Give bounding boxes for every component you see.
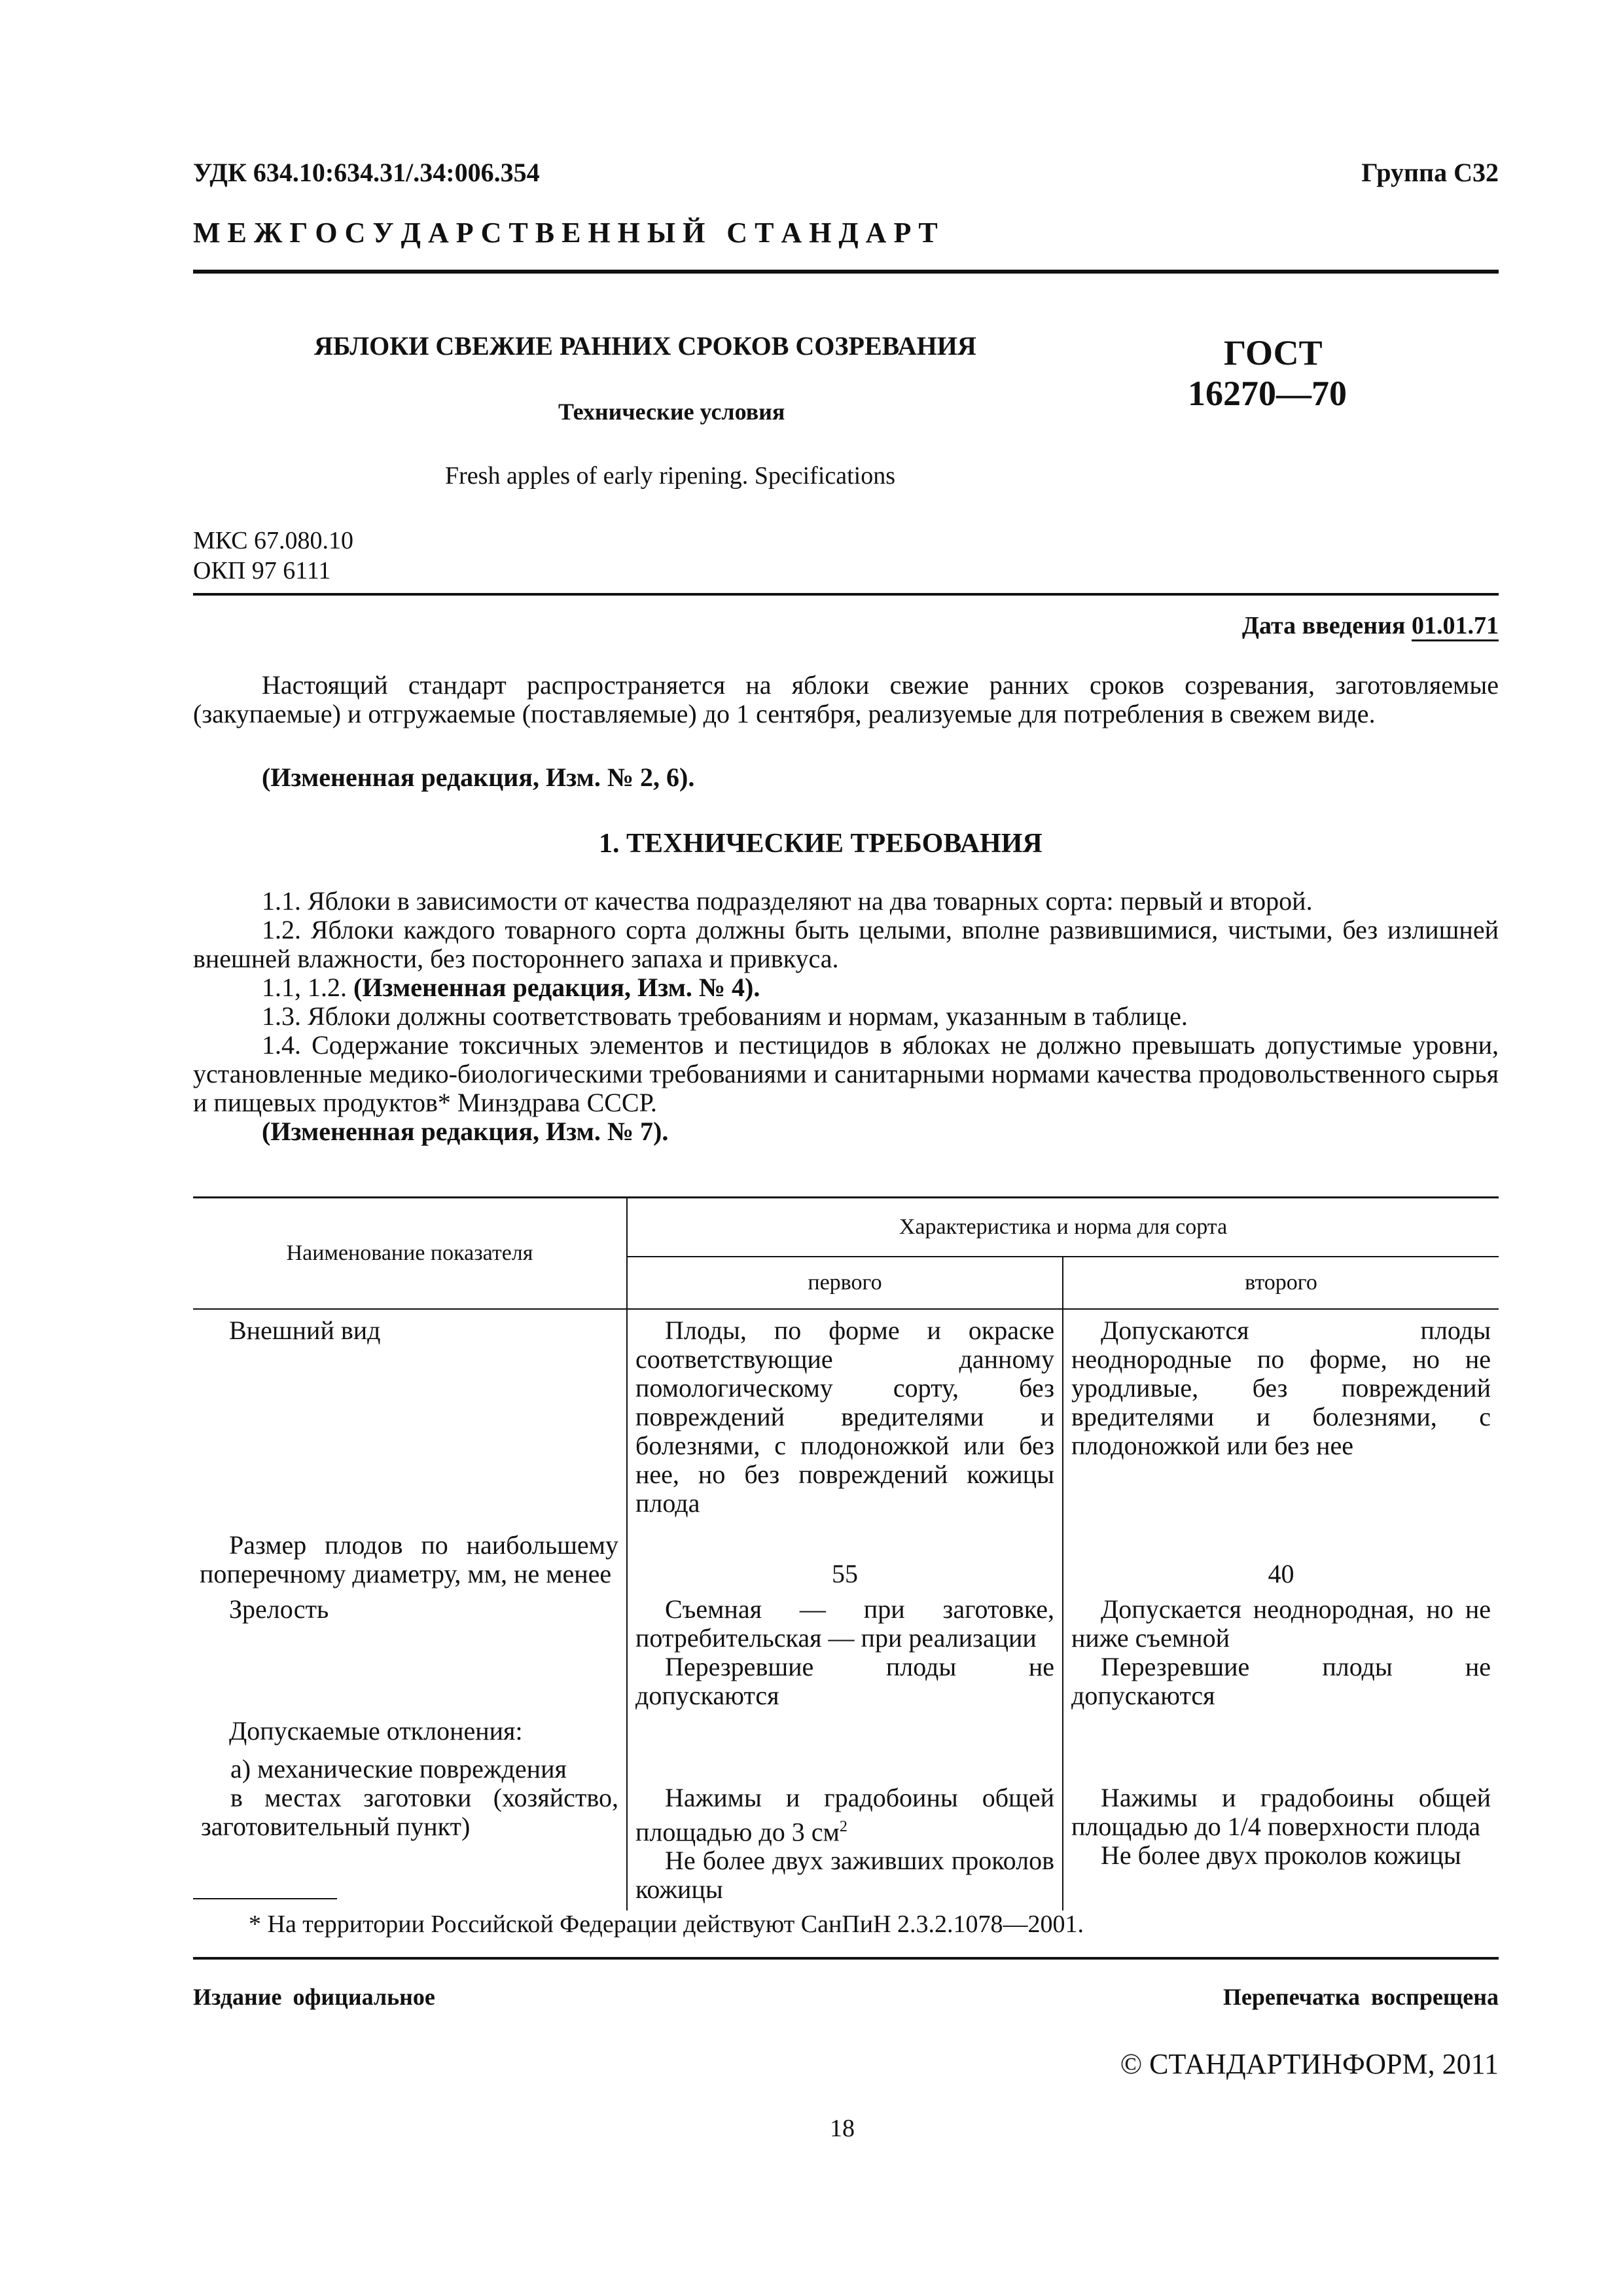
intro-amendment: (Измененная редакция, Изм. № 2, 6). (262, 762, 695, 792)
row-size-name-text: Размер плодов по наибольшему поперечному диаметру, мм, не менее (200, 1530, 618, 1588)
row-deviations-first (627, 1710, 1063, 1746)
gost-label: ГОСТ (1224, 333, 1323, 372)
header-indicator: Наименование показателя (193, 1198, 627, 1309)
standard-title: ЯБЛОКИ СВЕЖИЕ РАННИХ СРОКОВ СОЗРЕВАНИЯ (314, 331, 976, 361)
intro-date-label: Дата введения (1241, 612, 1406, 639)
clause-1-2: 1.2. Яблоки каждого товарного сорта должны быть целыми, вполне развившимися, чистыми, без излишней внешней влажности, без постороннего запаха и привкуса. (193, 915, 1499, 973)
clause-1-3: 1.3. Яблоки должны соответствовать требованиям и нормам, указанным в таблице. (262, 1001, 1188, 1031)
clause-1-1-1-2-amendment (193, 973, 1499, 1002)
official-edition: Издание официальное (193, 1984, 435, 2010)
page-number: 18 (830, 2115, 855, 2142)
header-rule (193, 270, 1499, 274)
row-mechanical-first-sup: 2 (839, 1818, 847, 1835)
copyright: © СТАНДАРТИНФОРМ, 2011 (1120, 2048, 1499, 2080)
row-size-second: 40 (1268, 1558, 1294, 1588)
row-mechanical-first-text2: Не более двух заживших проколов кожицы (635, 1845, 1054, 1904)
row-size-name (193, 1518, 627, 1588)
header-first-sort: первого (627, 1257, 1063, 1309)
footnote-separator (193, 1898, 337, 1899)
footnote: * На территории Российской Федерации действуют СанПиН 2.3.2.1078—2001. (249, 1910, 1084, 1938)
row-appearance-first-text: Плоды, по форме и окраске соответствующие данному помологическому сорту, без повреждений вредителями и болезнями, с плодоножкой или без нее, но без повреждений кожицы плода (635, 1315, 1054, 1518)
intro-paragraph: Настоящий стандарт распространяется на яблоки свежие ранних сроков созревания, заготовляемые (закупаемые) и отгружаемые (поставляемые) до 1 сентября, реализуемые для потребления в свежем виде. (193, 670, 1499, 728)
row-deviations-second (1063, 1710, 1499, 1746)
table-row (193, 1518, 1499, 1588)
requirements-table (193, 1196, 1499, 1910)
amendment-prefix: 1.1, 1.2. (262, 973, 347, 1002)
table-row (193, 1746, 1499, 1910)
row-ripeness-second (1063, 1588, 1499, 1710)
intro-date (1242, 611, 1499, 640)
row-ripeness-first (627, 1588, 1063, 1710)
clause-1-1: 1.1. Яблоки в зависимости от качества подразделяют на два товарных сорта: первый и второй. (262, 886, 1313, 916)
row-mechanical-first (627, 1746, 1063, 1910)
amendment-text: (Измененная редакция, Изм. № 4). (353, 973, 760, 1002)
row-mechanical-first-line (635, 1784, 1054, 1846)
english-title: Fresh apples of early ripening. Specifications (445, 462, 896, 490)
row-appearance-second-text: Допускаются плоды неоднородные по форме, но не уродливые, без повреждений вредителями и болезнями, с плодоножкой или без нее (1071, 1315, 1491, 1460)
row-ripeness-first-text2: Перезревшие плоды не допускаются (635, 1651, 1054, 1710)
table-row (193, 1309, 1499, 1518)
standard-subtitle: Технические условия (558, 399, 785, 425)
row-mechanical-second (1063, 1746, 1499, 1910)
row-mechanical-second-pre: Нажимы и градобоины общей площадью до (1071, 1782, 1491, 1841)
row-ripeness-name: Зрелость (193, 1588, 627, 1710)
row-mechanical-second-text2: Не более двух проколов кожицы (1101, 1840, 1461, 1870)
row-size-first: 55 (627, 1518, 1063, 1588)
row-ripeness-second-text2: Перезревшие плоды не допускаются (1071, 1651, 1491, 1710)
header-sort-group: Характеристика и норма для сорта (627, 1198, 1499, 1257)
table-row (193, 1588, 1499, 1710)
row-mechanical-second-frac: 1/4 (1227, 1811, 1261, 1841)
row-mechanical-name-text: в местах заготовки (хозяйство, заготовительный пункт) (201, 1782, 618, 1841)
row-appearance-name: Внешний вид (193, 1309, 627, 1518)
row-deviations-name: Допускаемые отклонения: (193, 1710, 627, 1746)
reprint-prohibited: Перепечатка воспрещена (1222, 1984, 1499, 2010)
row-ripeness-first-text: Съемная — при заготовке, потребительская — при реализации (635, 1594, 1054, 1653)
gost-number: 16270—70 (1188, 374, 1347, 413)
header-second-sort: второго (1245, 1270, 1317, 1295)
row-mechanical-name-a: а) механические повреждения (230, 1753, 567, 1784)
udk-code: УДК 634.10:634.31/.34:006.354 (193, 158, 540, 187)
table-row (193, 1710, 1499, 1746)
clause-1-4-amendment: (Измененная редакция, Изм. № 7). (262, 1117, 669, 1146)
row-ripeness-second-text: Допускается неоднородная, но не ниже съемной (1071, 1594, 1491, 1653)
row-mechanical-second-line (1071, 1784, 1491, 1841)
row-mechanical-name (193, 1746, 627, 1910)
row-mechanical-first-text: Нажимы и градобоины общей площадью до 3 см (635, 1782, 1054, 1846)
section-heading: 1. ТЕХНИЧЕСКИЕ ТРЕБОВАНИЯ (599, 829, 1043, 859)
okp-code: ОКП 97 6111 (193, 557, 331, 584)
row-mechanical-second-post: поверхности плода (1267, 1811, 1481, 1841)
codes-rule (193, 593, 1499, 596)
interstate-standard-title: М Е Ж Г О С У Д А Р С Т В Е Н Н Ы Й С Т А Н Д А Р Т (193, 217, 938, 249)
mks-code: МКС 67.080.10 (193, 527, 354, 554)
footer-rule (193, 1957, 1499, 1960)
row-appearance-second (1063, 1309, 1499, 1518)
row-appearance-first (627, 1309, 1063, 1518)
clause-1-4: 1.4. Содержание токсичных элементов и пестицидов в яблоках не должно превышать допустимые уровни, установленные медико-биологическими требованиями и санитарными нормами качества продовольственного сырья и пищевых продуктов* Минздрава СССР. (193, 1030, 1499, 1117)
group-code: Группа С32 (1361, 158, 1499, 187)
intro-date-value: 01.01.71 (1412, 612, 1499, 641)
